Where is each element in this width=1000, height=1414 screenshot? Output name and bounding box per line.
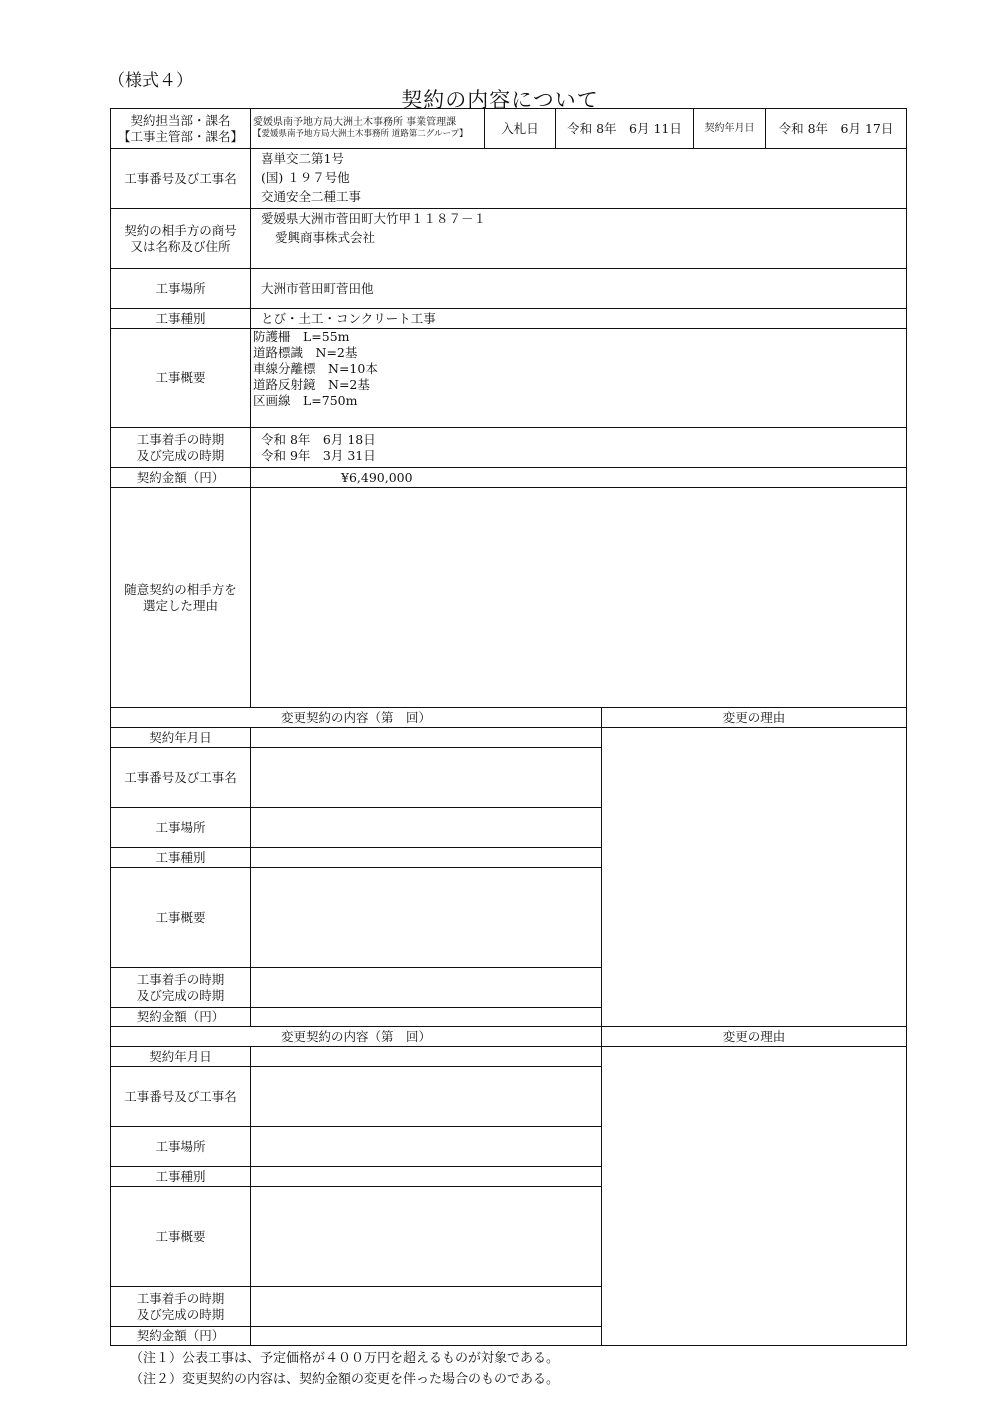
change-amount-value [251, 1327, 602, 1346]
contract-table [110, 108, 907, 708]
location-row [111, 269, 907, 309]
change-period-value [251, 968, 602, 1008]
notes [130, 1348, 559, 1390]
page-title: 契約の内容について [401, 88, 599, 112]
change-reason-value [602, 1047, 907, 1346]
type-row [111, 309, 907, 329]
summary-value: 防護柵 L=55m 道路標識 N=2基 車線分離標 N=10本 道路反射鏡 N=2基 区画線 L=750m [251, 329, 907, 428]
counterparty-value: 愛媛県大洲市菅田町大竹甲１１８７－１ 愛興商事株式会社 [251, 209, 907, 269]
change-summary-label: 工事概要 [111, 868, 251, 968]
dept-value: 愛媛県南予地方局大洲土木事務所 事業管理課 【愛媛県南予地方局大洲土木事務所 道路第二グループ】 [251, 109, 485, 149]
reason-value [251, 488, 907, 708]
change-content-header: 変更契約の内容（第 回） [111, 708, 602, 728]
change-location-value [251, 1127, 602, 1167]
change-reason-value [602, 728, 907, 1027]
change-summary-label: 工事概要 [111, 1187, 251, 1287]
note-2: （注２）変更契約の内容は、契約金額の変更を伴った場合のものである。 [130, 1372, 560, 1387]
type-label: 工事種別 [111, 309, 251, 329]
change-work-no-label: 工事番号及び工事名 [111, 1067, 251, 1127]
type-value: とび・土工・コンクリート工事 [251, 309, 907, 329]
location-value: 大洲市菅田町菅田他 [251, 269, 907, 309]
note-1: （注１）公表工事は、予定価格が４００万円を超えるものが対象である。 [130, 1351, 560, 1366]
change-summary-value [251, 1187, 602, 1287]
contract-date-label: 契約年月日 [694, 109, 766, 149]
bid-date-value: 令和 8年 6月 11日 [556, 109, 694, 149]
period-row [111, 428, 907, 468]
period-label: 工事着手の時期 及び完成の時期 [111, 428, 251, 468]
change-amount-label: 契約金額（円） [111, 1327, 251, 1346]
change-table-2 [110, 1026, 907, 1346]
change-content-header: 変更契約の内容（第 回） [111, 1027, 602, 1047]
work-no-value: 喜単交二第1号 (国) １９７号他 交通安全二種工事 [251, 149, 907, 209]
change-amount-value [251, 1008, 602, 1027]
change-type-value [251, 848, 602, 868]
counterparty-label: 契約の相手方の商号 又は名称及び住所 [111, 209, 251, 269]
change-type-label: 工事種別 [111, 848, 251, 868]
reason-label: 随意契約の相手方を 選定した理由 [111, 488, 251, 708]
change-date-label: 契約年月日 [111, 728, 251, 748]
amount-value: ¥6,490,000 [251, 468, 907, 488]
change-work-no-value [251, 1067, 602, 1127]
change-table-1 [110, 707, 907, 1027]
bid-date-label: 入札日 [485, 109, 556, 149]
dept-label: 契約担当部・課名 【工事主管部・課名】 [111, 109, 251, 149]
change-reason-header: 変更の理由 [602, 1027, 907, 1047]
change-reason-header: 変更の理由 [602, 708, 907, 728]
work-no-label: 工事番号及び工事名 [111, 149, 251, 209]
change-work-no-label: 工事番号及び工事名 [111, 748, 251, 808]
dept-row [111, 109, 907, 149]
counterparty-row [111, 209, 907, 269]
contract-date-value: 令和 8年 6月 17日 [766, 109, 907, 149]
change-period-label: 工事着手の時期 及び完成の時期 [111, 1287, 251, 1327]
reason-row [111, 488, 907, 708]
change-date-label: 契約年月日 [111, 1047, 251, 1067]
change-type-label: 工事種別 [111, 1167, 251, 1187]
change-type-value [251, 1167, 602, 1187]
period-value: 令和 8年 6月 18日 令和 9年 3月 31日 [251, 428, 907, 468]
form-number: （様式４） [108, 71, 193, 91]
summary-label: 工事概要 [111, 329, 251, 428]
change-location-label: 工事場所 [111, 1127, 251, 1167]
change-period-label: 工事着手の時期 及び完成の時期 [111, 968, 251, 1008]
work-no-row [111, 149, 907, 209]
change-date-value [251, 1047, 602, 1067]
change-period-value [251, 1287, 602, 1327]
amount-label: 契約金額（円） [111, 468, 251, 488]
change-location-value [251, 808, 602, 848]
change-date-value [251, 728, 602, 748]
summary-row [111, 329, 907, 428]
change-summary-value [251, 868, 602, 968]
change-work-no-value [251, 748, 602, 808]
change-location-label: 工事場所 [111, 808, 251, 848]
location-label: 工事場所 [111, 269, 251, 309]
amount-row [111, 468, 907, 488]
change-amount-label: 契約金額（円） [111, 1008, 251, 1027]
